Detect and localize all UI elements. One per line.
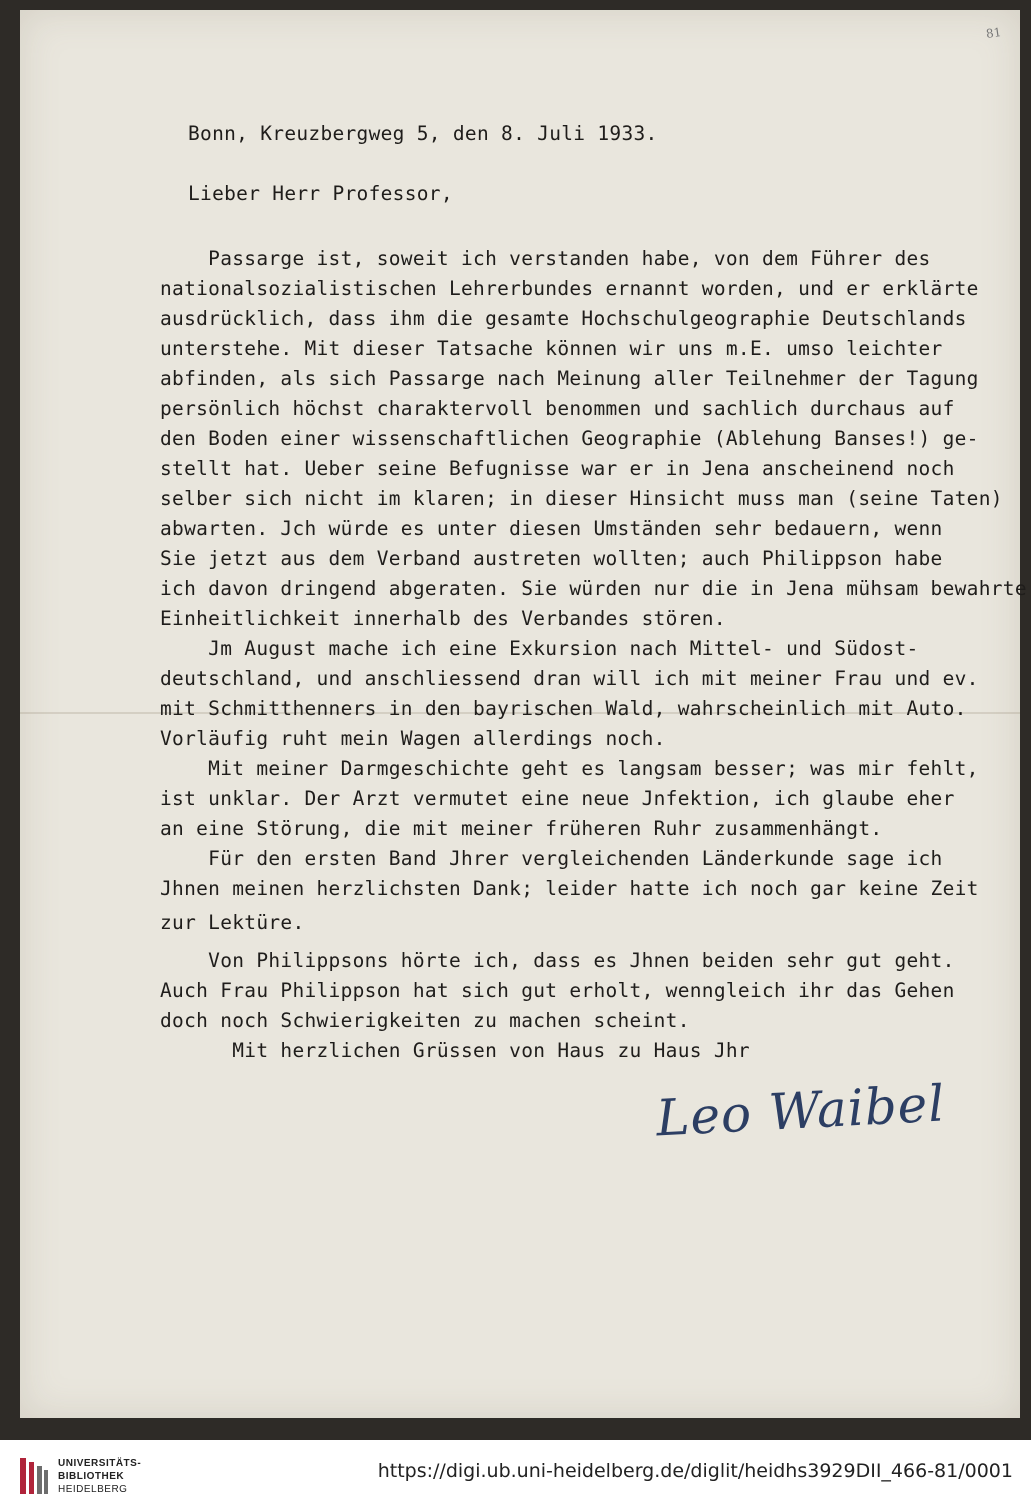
body-line: selber sich nicht im klaren; in dieser Hinsicht muss man (seine Taten) <box>160 487 1003 510</box>
body-line: Jhnen meinen herzlichsten Dank; leider hatte ich noch gar keine Zeit <box>160 877 979 900</box>
body-line: persönlich höchst charaktervoll benommen und sachlich durchaus auf <box>160 397 955 420</box>
body-line: Auch Frau Philippson hat sich gut erholt, wenngleich ihr das Gehen <box>160 979 955 1002</box>
body-line: ausdrücklich, dass ihm die gesamte Hochschulgeographie Deutschlands <box>160 307 967 330</box>
logo-text-line: UNIVERSITÄTS- <box>58 1458 142 1469</box>
body-line: unterstehe. Mit dieser Tatsache können wir uns m.E. umso leichter <box>160 337 943 360</box>
body-line: Für den ersten Band Jhrer vergleichenden Länderkunde sage ich <box>160 847 943 870</box>
body-line: Von Philippsons hörte ich, dass es Jhnen beiden sehr gut geht. <box>160 949 955 972</box>
body-line: doch noch Schwierigkeiten zu machen scheint. <box>160 1009 690 1032</box>
handwritten-signature: Leo Waibel <box>654 1074 947 1148</box>
body-line: abwarten. Jch würde es unter diesen Umständen sehr bedauern, wenn <box>160 517 943 540</box>
body-line: Sie jetzt aus dem Verband austreten wollten; auch Philippson habe <box>160 547 943 570</box>
body-line: Mit herzlichen Grüssen von Haus zu Haus Jhr <box>160 1039 750 1062</box>
permalink-url[interactable]: https://digi.ub.uni-heidelberg.de/diglit/heidhs3929DII_466-81/0001 <box>377 1460 1013 1482</box>
body-line: ist unklar. Der Arzt vermutet eine neue Jnfektion, ich glaube eher <box>160 787 955 810</box>
body-line: den Boden einer wissenschaftlichen Geographie (Ablehung Banses!) ge- <box>160 427 979 450</box>
body-line: Jm August mache ich eine Exkursion nach Mittel- und Südost- <box>160 637 919 660</box>
body-line: an eine Störung, die mit meiner früheren Ruhr zusammenhängt. <box>160 817 883 840</box>
body-line: Passarge ist, soweit ich verstanden habe, von dem Führer des <box>160 247 931 270</box>
body-line: Vorläufig ruht mein Wagen allerdings noch. <box>160 727 666 750</box>
logo-text-line: BIBLIOTHEK <box>58 1471 125 1482</box>
body-line: Mit meiner Darmgeschichte geht es langsam besser; was mir fehlt, <box>160 757 979 780</box>
viewer-footer <box>0 1440 1031 1512</box>
body-line: abfinden, als sich Passarge nach Meinung aller Teilnehmer der Tagung <box>160 367 979 390</box>
body-line: mit Schmitthenners in den bayrischen Wald, wahrscheinlich mit Auto. <box>160 697 967 720</box>
body-line: zur Lektüre. <box>160 911 305 934</box>
logo-text-line: HEIDELBERG <box>58 1484 128 1495</box>
body-line: ich davon dringend abgeraten. Sie würden nur die in Jena mühsam bewahrte <box>160 577 1027 600</box>
library-logo-icon <box>18 1454 50 1498</box>
body-line: Einheitlichkeit innerhalb des Verbandes stören. <box>160 607 726 630</box>
body-line: deutschland, und anschliessend dran will ich mit meiner Frau und ev. <box>160 667 979 690</box>
letter-salutation: Lieber Herr Professor, <box>188 182 453 205</box>
page-number: 81 <box>985 25 1003 41</box>
body-line: nationalsozialistischen Lehrerbundes ernannt worden, und er erklärte <box>160 277 979 300</box>
letter-dateline: Bonn, Kreuzbergweg 5, den 8. Juli 1933. <box>188 122 658 145</box>
body-line: stellt hat. Ueber seine Befugnisse war er in Jena anscheinend noch <box>160 457 955 480</box>
